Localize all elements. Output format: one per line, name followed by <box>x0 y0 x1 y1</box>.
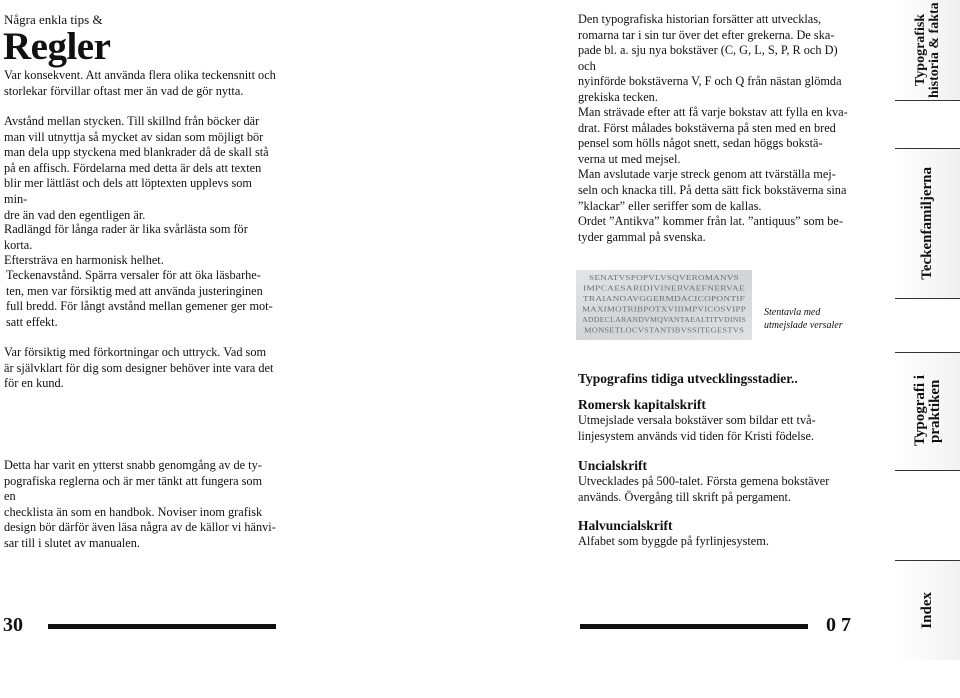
text-line: används. Övergång till skrift på pergament. <box>578 489 791 504</box>
text-line: tyder gammal på svenska. <box>578 229 706 244</box>
text-line: Man strävade efter att få varje bokstav att fylla en kva- <box>578 105 848 119</box>
text-line: pografiska reglerna och är mer tänkt att fungera som en <box>4 473 263 504</box>
text-line: full bredd. För långt avstånd mellan gemener ger mot- <box>6 299 273 314</box>
text-line: satt effekt. <box>6 314 58 329</box>
stone-inscription-line: ADDECLARANDVMQVANTAEALTITVDINIS <box>582 315 746 324</box>
stone-inscription-line: SENATVSPOPVLVSQVEROMANVS <box>589 273 739 282</box>
text-line: Utvecklades på 500-talet. Första gemena bokstäver <box>578 474 830 488</box>
paragraph-letter-spacing <box>6 268 278 330</box>
text-line: checklista än som en handbok. Noviser inom grafisk <box>4 504 263 519</box>
tab-history-facts[interactable] <box>895 0 960 100</box>
tab-divider <box>895 470 960 471</box>
intro-paragraph <box>4 68 276 99</box>
tab-label: Typografisk historia & fakta <box>912 2 942 98</box>
footer-rule-right <box>580 624 808 629</box>
text-line: Eftersträva en harmonisk helhet. <box>4 253 164 268</box>
text-line: Teckenavstånd. Spärra versaler för att öka läsbarhe- <box>6 268 261 282</box>
tab-divider <box>895 298 960 299</box>
section-heading: Halvuncialskrift <box>578 518 673 533</box>
text-line: Avstånd mellan stycken. Till skillnd från böcker där <box>4 114 260 128</box>
stone-inscription-line: TRAIANOAVGGERMDACICOPONTIF <box>583 294 745 303</box>
history-intro <box>578 12 850 106</box>
text-line: blir mer lättläst och dels att löptexten upplevs som min- <box>4 176 252 206</box>
tab-label: Typografi i praktiken <box>911 375 943 447</box>
paragraph-line-length <box>4 222 276 269</box>
text-line: drat. Först målades bokstäverna på sten med en bred <box>578 120 836 135</box>
text-line: storlekar förvillar oftast mer än vad de gör nytta. <box>4 83 244 98</box>
text-line: Radlängd för långa rader är lika svårlästa som för korta. <box>4 222 248 252</box>
text-line: verna ut med mejsel. <box>578 151 681 166</box>
text-line: nyinförde bokstäverna V, F och Q från nästan glömda <box>578 74 842 89</box>
paragraph-abbreviations <box>4 345 276 392</box>
stone-inscription-line: IMPCAESARIDIVINERVAEFNERVAE <box>583 283 746 293</box>
text-line: pade bl. a. sju nya bokstäver (C, G, L, S, P, R och D) och <box>578 43 838 73</box>
text-line: dre än vad den egentligen är. <box>4 207 146 222</box>
text-line: seln och knacka till. På detta sätt fick bokstäverna sina <box>578 182 847 197</box>
text-line: Utmejslade versala bokstäver som bildar ett två- <box>578 413 816 427</box>
history-paragraph <box>578 105 850 245</box>
text-line: romarna tar i sin tur över det efter grekerna. De ska- <box>578 27 835 42</box>
text-line: design bör därför även läsa några av de källor vi hänvi- <box>4 520 276 535</box>
text-line: är självklart för dig som designer behöver inte vara det <box>4 360 274 375</box>
text-line: Var konsekvent. Att använda flera olika teckensnitt och <box>4 68 276 82</box>
text-line: man vill utnyttja så mycket av sidan som möjligt bör <box>4 129 264 144</box>
text-line: för en kund. <box>4 376 64 391</box>
early-stages-heading: Typografins tidiga utvecklingsstadier.. <box>578 371 798 386</box>
text-line: Alfabet som byggde på fyrlinjesystem. <box>578 534 769 548</box>
text-line: linjesystem används vid tiden för Kristi födelse. <box>578 428 814 443</box>
text-line: Detta har varit en ytterst snabb genomgång av de ty- <box>4 458 262 472</box>
text-line: sar till i slutet av manualen. <box>4 535 140 550</box>
section-half-uncial <box>578 517 850 550</box>
stone-inscription-line: MAXIMOTRIBPOTXVIIIMPVICOSVIPP <box>582 304 746 314</box>
caption-line: utmejslade versaler <box>764 320 843 331</box>
tab-divider <box>895 100 960 101</box>
text-line: Man avslutade varje streck genom att tvärställa mej- <box>578 167 836 182</box>
page-kicker: Några enkla tips & <box>4 12 103 27</box>
tab-index[interactable] <box>895 560 960 660</box>
text-line: grekiska tecken. <box>578 89 658 104</box>
tab-divider <box>895 148 960 149</box>
stone-caption <box>764 306 843 332</box>
section-heading: Uncialskrift <box>578 458 647 473</box>
text-line: ”klackar” eller seriffer som de kallas. <box>578 198 762 213</box>
tab-typography-practice[interactable] <box>895 352 960 470</box>
stone-inscription-line: MONSETLOCVSTANTIBVSSITEGESTVS <box>584 325 744 335</box>
tab-label: Teckenfamiljerna <box>919 166 935 280</box>
section-roman-capitals <box>578 396 850 444</box>
text-line: Var försiktig med förkortningar och uttryck. Vad som <box>4 345 267 359</box>
caption-line: Stentavla med <box>764 307 821 318</box>
text-line: Ordet ”Antikva” kommer från lat. ”antiquus” som be- <box>578 214 843 229</box>
tab-type-families[interactable] <box>895 148 960 298</box>
stone-tablet-image <box>576 270 752 340</box>
text-line: pensel som hölls något snett, sedan höggs bokstä- <box>578 136 823 151</box>
tab-divider <box>895 352 960 353</box>
page-number-left: 30 <box>3 614 23 636</box>
section-uncial <box>578 457 850 505</box>
page-title: Regler <box>3 25 111 68</box>
page-number-right: 0 7 <box>826 614 851 636</box>
paragraph-summary <box>4 458 276 552</box>
text-line: ten, men var försiktig med att använda justeringinen <box>6 283 263 298</box>
text-line: på en affisch. Fördelarna med detta är dels att texten <box>4 160 262 175</box>
text-line: Den typografiska historian forsätter att utvecklas, <box>578 12 822 26</box>
section-heading: Romersk kapitalskrift <box>578 397 706 412</box>
tab-divider <box>895 560 960 561</box>
tab-label: Index <box>919 591 935 629</box>
text-line: man dela upp styckena med blankrader då de skall stå <box>4 145 269 160</box>
footer-rule-left <box>48 624 276 629</box>
paragraph-spacing <box>4 114 276 223</box>
